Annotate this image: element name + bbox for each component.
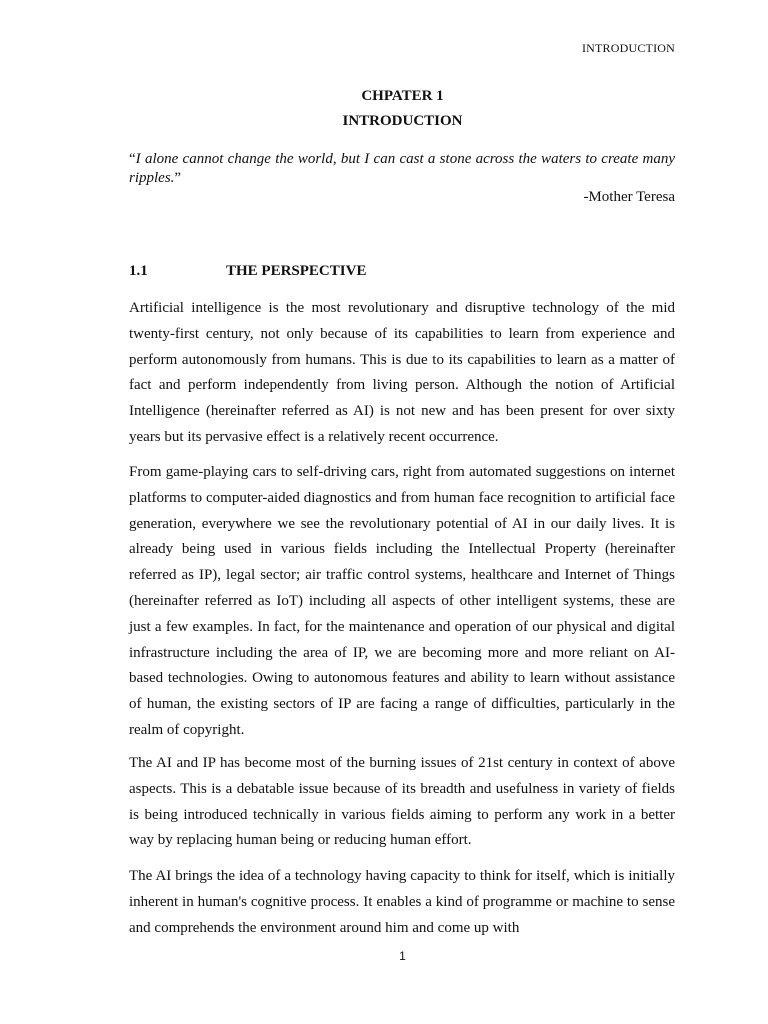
- section-number: 1.1: [129, 263, 148, 279]
- chapter-label: CHPATER 1: [361, 88, 444, 104]
- running-head: INTRODUCTION: [581, 41, 675, 55]
- quote-close-mark: ”: [174, 170, 182, 186]
- quote-open-mark: “: [129, 151, 136, 167]
- quote-text: I alone cannot change the world, but I can cast a stone across the waters to create many ripples.: [129, 151, 675, 186]
- body-paragraph-1: Artificial intelligence is the most revolutionary and disruptive technology of the mid twenty-first century, not only because of its capabilities to learn from experience and perform autonomously from humans. This is due to its capabilities to learn as a matter of fact and perform independently from living person. Although the notion of Artificial Intelligence (hereinafter referred as AI) is not new and has been present for over sixty years but its pervasive effect is a relatively recent occurrence.: [129, 300, 675, 445]
- quote-author: -Mother Teresa: [583, 189, 675, 205]
- body-paragraph-4: The AI brings the idea of a technology having capacity to think for itself, which is initially inherent in human's cognitive process. It enables a kind of programme or machine to sense and comprehends the environment around him and come up with: [129, 868, 675, 936]
- body-paragraph-2: From game-playing cars to self-driving cars, right from automated suggestions on internet platforms to computer-aided diagnostics and from human face recognition to artificial face generation, everywhere we see the revolutionary potential of AI in our daily lives. It is already being used in various fields including the Intellectual Property (hereinafter referred as IP), legal sector; air traffic control systems, healthcare and Internet of Things (hereinafter referred as IoT) including all aspects of other intelligent systems, these are just a few examples. In fact, for the maintenance and operation of our physical and digital infrastructure including the area of IP, we are becoming more and more reliant on AI-based technologies. Owing to autonomous features and ability to learn without assistance of human, the existing sectors of IP are facing a range of difficulties, particularly in the realm of copyright.: [129, 464, 675, 738]
- chapter-title: INTRODUCTION: [342, 113, 463, 129]
- page-number: 1: [399, 949, 406, 963]
- body-paragraph-3: The AI and IP has become most of the burning issues of 21st century in context of above aspects. This is a debatable issue because of its breadth and usefulness in variety of fields is being introduced technically in various fields aiming to perform any work in a better way by replacing human being or reducing human effort.: [129, 755, 675, 849]
- epigraph-quote: [129, 150, 675, 188]
- section-title: THE PERSPECTIVE: [226, 263, 367, 279]
